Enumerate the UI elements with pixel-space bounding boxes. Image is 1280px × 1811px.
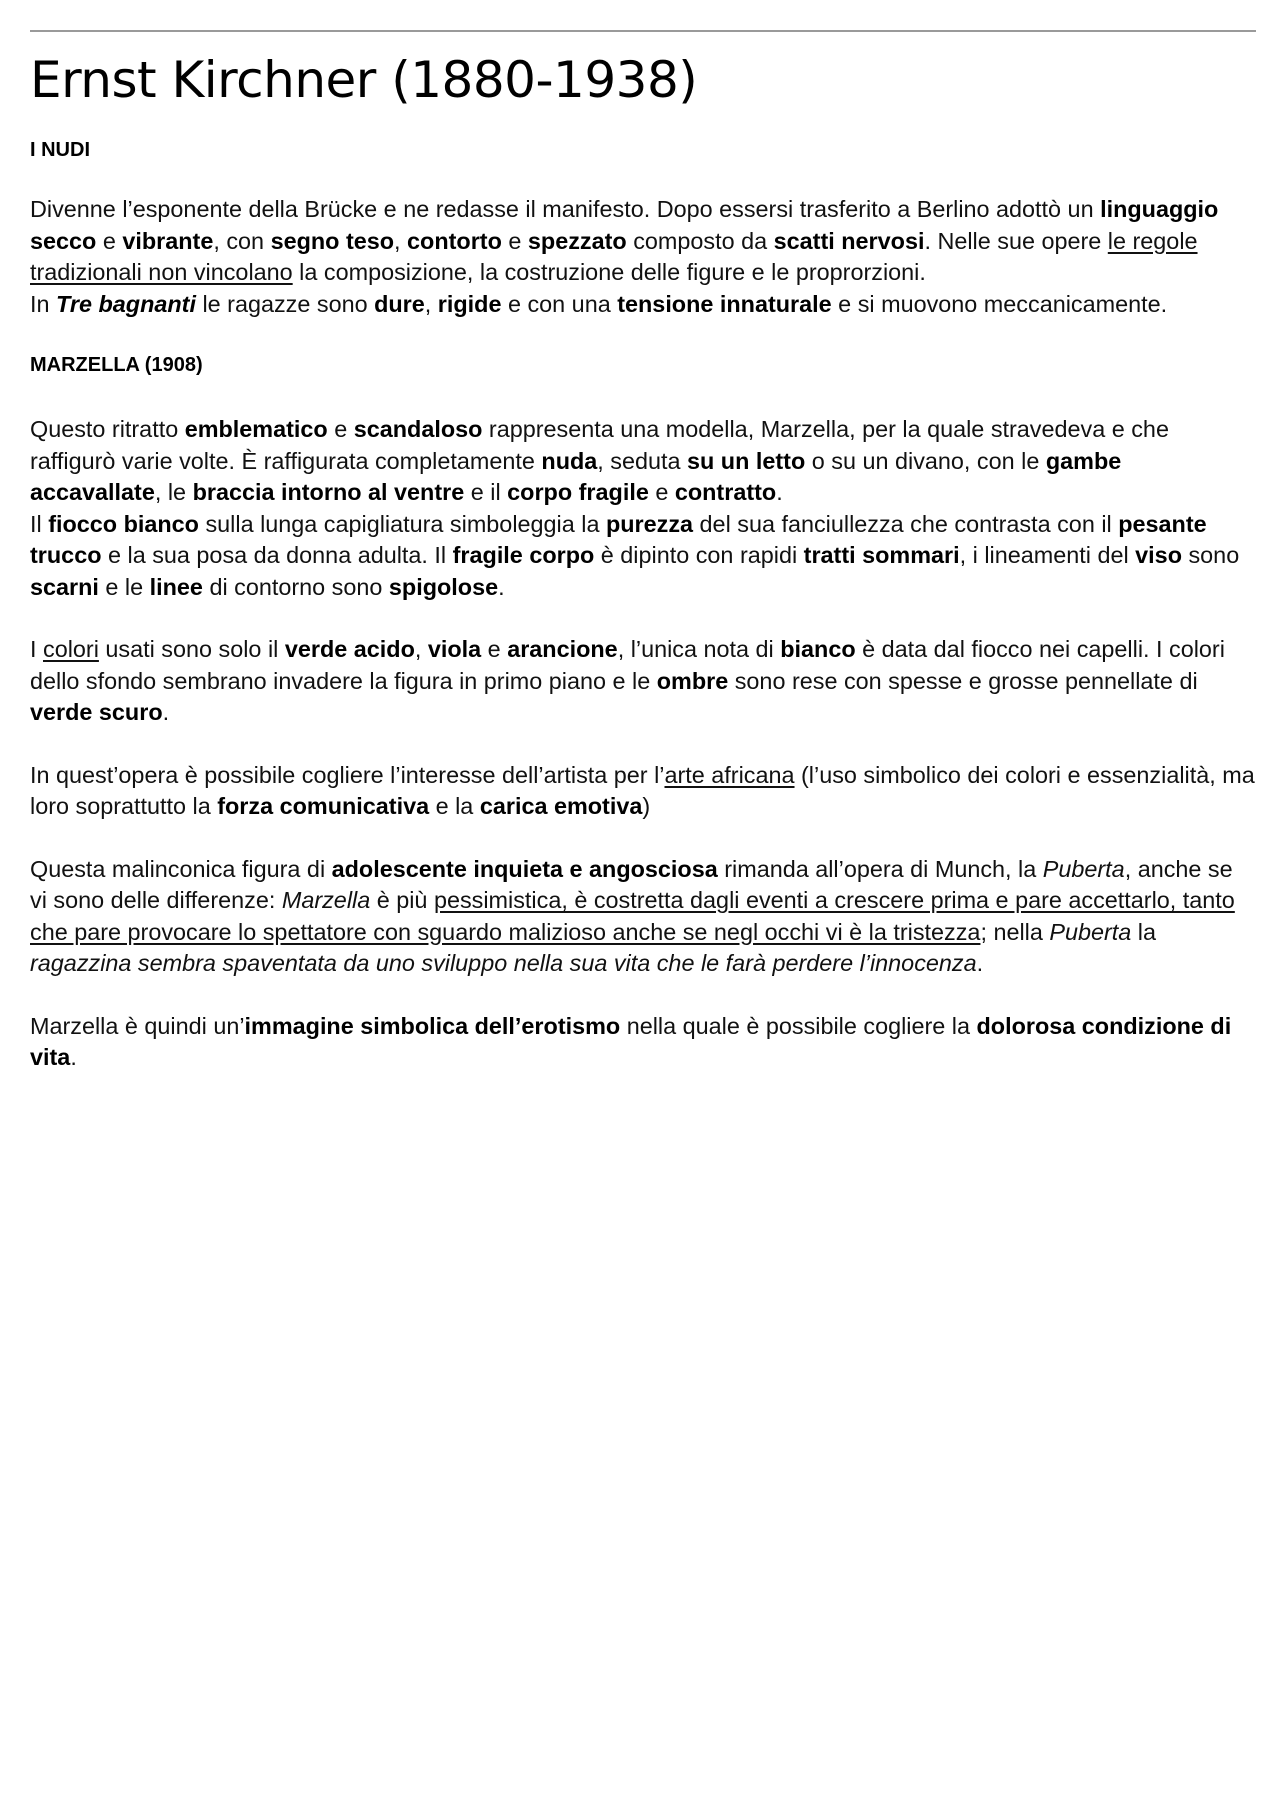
- bold-text: scandaloso: [353, 416, 483, 442]
- text: , con: [213, 227, 271, 254]
- bold-text: tensione innaturale: [617, 290, 832, 317]
- bold-text: viso: [1135, 542, 1182, 568]
- text: .: [776, 479, 783, 505]
- underlined-text: colori: [43, 636, 99, 662]
- text: Marzella è quindi un’: [30, 1012, 245, 1039]
- text: e il: [464, 479, 508, 505]
- bold-text: fragile corpo: [452, 542, 595, 568]
- text: In: [30, 290, 57, 317]
- paragraph-nudi-2: [30, 289, 1256, 321]
- text: del sua fanciullezza che contrasta con il: [693, 510, 1119, 537]
- text: composto da: [626, 227, 774, 254]
- text: , anche se vi sono delle differenze:: [30, 855, 1233, 913]
- text: , le: [154, 479, 193, 505]
- section-heading-nudi: I NUDI: [30, 139, 90, 161]
- text: Divenne l’esponente della Brücke e ne redasse il manifesto. Dopo essersi trasferito a Berlino adottò un: [30, 196, 1101, 222]
- text: o su un divano, con le: [805, 447, 1046, 474]
- text: è dipinto con rapidi: [594, 542, 804, 568]
- underlined-text: le regole tradizionali non vincolano: [30, 227, 1198, 285]
- text: e: [96, 227, 123, 254]
- document-body: [30, 136, 1256, 1074]
- bold-text: forza comunicativa: [217, 793, 430, 819]
- underlined-text: arte africana: [664, 761, 795, 788]
- text: ,: [394, 227, 408, 254]
- paragraph-marzella-3: [30, 634, 1256, 729]
- bold-text: scatti nervosi: [773, 227, 925, 254]
- text: ): [642, 793, 651, 819]
- text: . Nelle sue opere: [924, 227, 1108, 254]
- bold-text: vibrante: [122, 227, 214, 254]
- text: e con una: [501, 290, 618, 317]
- text: e le: [98, 573, 150, 600]
- text: e la sua posa da donna adulta. Il: [101, 542, 453, 568]
- text: e la: [429, 793, 480, 819]
- paragraph-marzella-6: [30, 1011, 1256, 1074]
- bold-text: fiocco bianco: [48, 510, 199, 537]
- text: e: [481, 636, 508, 662]
- bold-text: pesante trucco: [30, 510, 1207, 568]
- text: e: [648, 479, 675, 505]
- text: di contorno sono: [202, 573, 389, 600]
- bold-text: bianco: [780, 636, 856, 662]
- bold-text: ombre: [656, 667, 729, 694]
- text: è più: [370, 887, 434, 913]
- bold-text: tratti sommari: [803, 542, 960, 568]
- bold-text: linee: [149, 573, 203, 600]
- text: la composizione, la costruzione delle figure e le proprorzioni.: [292, 259, 926, 285]
- bold-text: adolescente inquieta e angosciosa: [331, 855, 718, 882]
- text: nella quale è possibile cogliere la: [620, 1012, 977, 1039]
- bold-text: dolorosa condizione di vita: [30, 1012, 1232, 1070]
- bold-text: su un letto: [687, 447, 806, 474]
- text: (l’uso simbolico dei colori e essenzialità, ma loro soprattutto la: [30, 761, 1255, 819]
- text: ,: [424, 290, 438, 317]
- text: ; nella: [980, 918, 1050, 945]
- bold-text: viola: [427, 636, 482, 662]
- top-divider: [30, 30, 1256, 32]
- bold-text: segno teso: [270, 227, 395, 254]
- text: sono rese con spesse e grosse pennellate di: [728, 667, 1198, 694]
- text: rappresenta una modella, Marzella, per la quale stravedeva e che raffigurò varie volte. È raffigurata completamente: [30, 416, 1169, 474]
- bold-text: gambe accavallate: [30, 447, 1122, 505]
- text: I: [30, 636, 43, 662]
- text: Questo ritratto: [30, 416, 185, 442]
- italic-text: Puberta: [1042, 855, 1125, 882]
- text: Questa malinconica figura di: [30, 855, 332, 882]
- text: .: [70, 1044, 77, 1070]
- bold-text: contratto: [674, 479, 777, 505]
- italic-text: ragazzina sembra spaventata da uno sviluppo nella sua vita che le farà perdere l’innocenza: [30, 950, 977, 976]
- text: ,: [414, 636, 428, 662]
- text: e: [501, 227, 528, 254]
- bold-text: emblematico: [184, 416, 328, 442]
- text: è data dal fiocco nei capelli. I colori dello sfondo sembrano invadere la figura in primo piano e le: [30, 636, 1225, 694]
- text: Il: [30, 510, 49, 537]
- text: .: [976, 950, 984, 976]
- bold-text: corpo fragile: [507, 479, 649, 505]
- italic-text: Marzella: [281, 887, 371, 913]
- text: .: [162, 699, 170, 725]
- bold-text: rigide: [437, 290, 502, 317]
- bold-text: verde scuro: [30, 699, 163, 725]
- page-title: Ernst Kirchner (1880-1938): [30, 51, 698, 109]
- text: la: [1131, 918, 1157, 945]
- text: le ragazze sono: [195, 290, 375, 317]
- italic-text: Puberta: [1049, 918, 1132, 945]
- paragraph-marzella-2: [30, 509, 1256, 604]
- section-heading-marzella: MARZELLA (1908): [30, 354, 203, 376]
- text: , seduta: [597, 447, 688, 474]
- paragraph-marzella-4: [30, 760, 1256, 823]
- paragraph-marzella-5: [30, 854, 1256, 980]
- text: , l’unica nota di: [617, 636, 781, 662]
- bold-text: spigolose: [388, 573, 499, 600]
- text: usati sono solo il: [98, 636, 285, 662]
- text: In quest’opera è possibile cogliere l’interesse dell’artista per l’: [30, 761, 665, 788]
- paragraph-marzella-1: [30, 414, 1256, 509]
- text: .: [498, 573, 505, 600]
- text: rimanda all’opera di Munch, la: [717, 855, 1043, 882]
- bold-text: carica emotiva: [479, 793, 643, 819]
- bold-text: verde acido: [284, 636, 415, 662]
- bold-text: dure: [374, 290, 425, 317]
- bold-text: spezzato: [527, 227, 627, 254]
- text: sulla lunga capigliatura simboleggia la: [198, 510, 606, 537]
- text: e si muovono meccanicamente.: [831, 290, 1168, 317]
- bold-text: braccia intorno al ventre: [192, 479, 465, 505]
- bold-text: scarni: [30, 573, 99, 600]
- text: , i lineamenti del: [959, 542, 1136, 568]
- bold-text: nuda: [541, 447, 598, 474]
- bold-text: immagine simbolica dell’erotismo: [244, 1012, 621, 1039]
- bold-text: arancione: [507, 636, 618, 662]
- bold-italic-text: Tre bagnanti: [56, 290, 196, 317]
- bold-text: linguaggio secco: [30, 196, 1219, 254]
- text: sono: [1181, 542, 1240, 568]
- paragraph-nudi-1: [30, 194, 1256, 289]
- underlined-text: pessimistica, è costretta dagli eventi a crescere prima e pare accettarlo, tanto che pare provocare lo spettatore con sguardo malizioso anche se negl occhi vi è la tristezza: [30, 887, 1235, 945]
- bold-text: contorto: [407, 227, 502, 254]
- bold-text: purezza: [605, 510, 694, 537]
- text: e: [327, 416, 354, 442]
